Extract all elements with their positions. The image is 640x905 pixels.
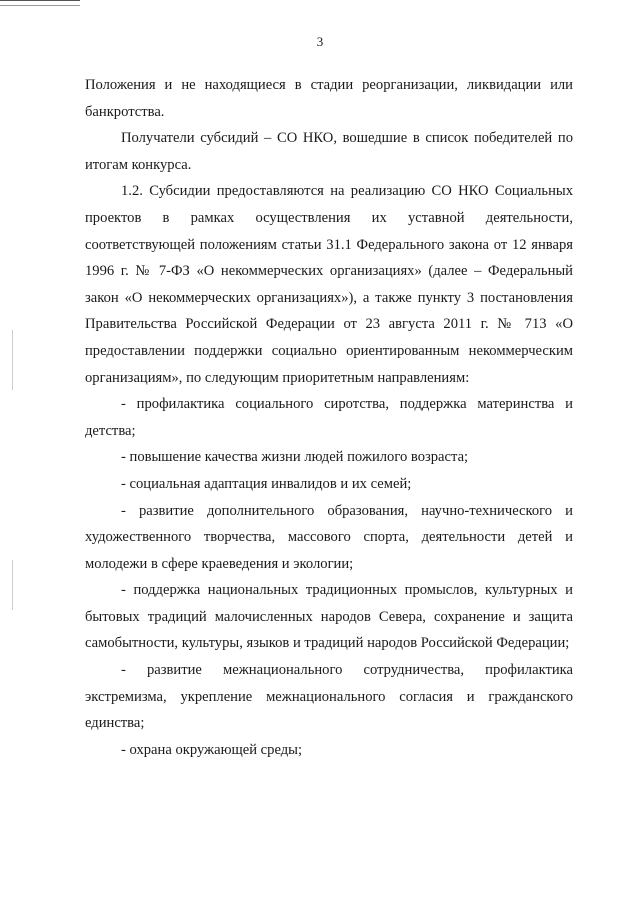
paragraph: 1.2. Субсидии предоставляются на реализацию СО НКО Социальных проектов в рамках осуществления их уставной деятельности, соответствующей положениям статьи 31.1 Федерального закона от 12 января 1996 г. № 7-ФЗ «О некоммерческих организациях» (далее – Федеральный закон «О некоммерческих организациях»), а также пункту 3 постановления Правительства Российской Федерации от 23 августа 2011 г. № 713 «О предоставлении поддержки социально ориентированным некоммерческим организациям», по следующим приоритетным направлениям: [85,183,573,386]
scan-edge-line [12,330,13,390]
scan-edge-line [12,560,13,610]
list-item: - охрана окружающей среды; [121,741,303,758]
scan-edge-mark [0,0,80,6]
list-item: - профилактика социального сиротства, поддержка материнства и детства; [85,396,573,439]
list-item: - поддержка национальных традиционных промыслов, культурных и бытовых традиций малочисленных народов Севера, сохранение и защита самобытности, культуры, языков и традиций народов Российской Федерации; [85,582,573,652]
list-item: - развитие межнационального сотрудничества, профилактика экстремизма, укрепление межнационального согласия и гражданского единства; [85,662,573,732]
list-item: - социальная адаптация инвалидов и их семей; [121,475,412,492]
list-item: - повышение качества жизни людей пожилого возраста; [121,449,469,466]
page-number: 3 [316,34,324,49]
document-body [85,72,573,763]
paragraph: Получатели субсидий – СО НКО, вошедшие в список победителей по итогам конкурса. [85,130,573,173]
paragraph: Положения и не находящиеся в стадии реорганизации, ликвидации или банкротства. [85,77,573,120]
list-item: - развитие дополнительного образования, научно-технического и художественного творчества, массового спорта, деятельности детей и молодежи в сфере краеведения и экологии; [85,502,573,572]
